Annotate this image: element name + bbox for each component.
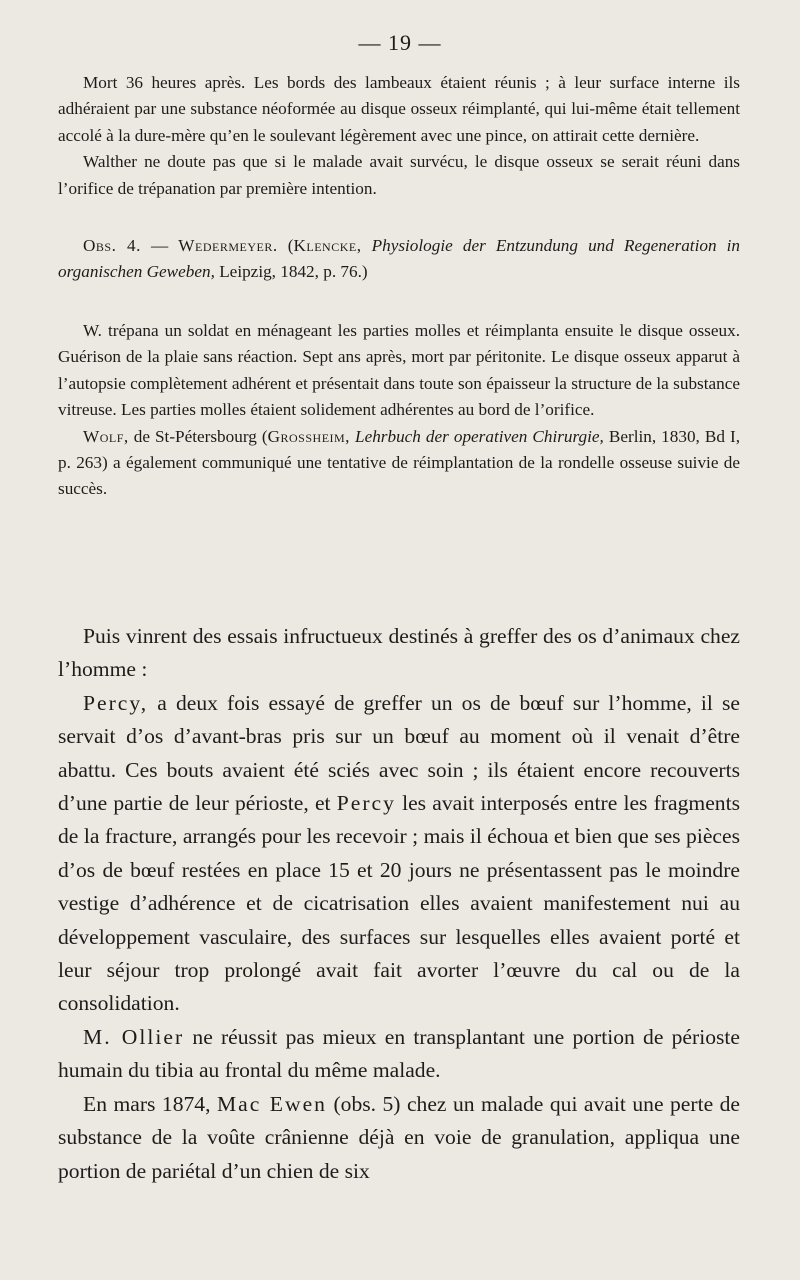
- obs-ref-author: Klencke,: [293, 236, 362, 255]
- wolf-name: Wolf,: [83, 426, 129, 446]
- wolf-title: Lehrbuch der operativen Chirurgie,: [355, 426, 604, 446]
- ollier-text: ne réussit pas mieux en transplantant une portion de périoste humain du tibia au frontal du même malade.: [58, 1024, 740, 1083]
- obs-dash: —: [140, 236, 179, 255]
- wolf-text1: de St-Pétersbourg (: [128, 426, 268, 446]
- paragraph-macewen: [58, 1088, 740, 1188]
- obs-title: Physiologie der Entzundung und Regeneration in organischen Geweben,: [58, 236, 741, 282]
- observation-block: [58, 233, 740, 286]
- paragraph-autopsy: Mort 36 heures après. Les bords des lambeaux étaient réunis ; à leur surface interne ils adhéraient par une substance néoformée au disque osseux réimplanté, qui lui-même était tellement accolé à la dure-mère qu’en le soulevant légèrement avec une pince, on attirait cette dernière.: [58, 73, 740, 145]
- macewen-text1: En mars 1874,: [83, 1091, 217, 1116]
- paragraph-ollier: [58, 1021, 740, 1088]
- percy-name: Percy,: [83, 690, 149, 715]
- wolf-text2: Berlin, 1830, Bd I, p. 263) a également communiqué une tentative de réimplantation de la rondelle osseuse suivie de succès.: [58, 426, 740, 499]
- observation-text-block: [58, 318, 740, 503]
- paragraph-puis: Puis vinrent des essais infructueux destinés à greffer des os d’animaux chez l’homme :: [58, 624, 740, 682]
- obs-open: (: [277, 236, 294, 255]
- wolf-ref-author: Grossheim,: [267, 426, 350, 446]
- observation-heading: [58, 233, 740, 286]
- obs-details: Leipzig, 1842, p. 76.): [214, 262, 368, 282]
- ollier-name: M. Ollier: [83, 1024, 185, 1049]
- macewen-text2: (obs. 5) chez un malade qui avait une perte de substance de la voûte crânienne déjà en voie de granulation, appliqua une portion de pariétal d’un chien de six: [58, 1091, 741, 1183]
- percy-name-2: Percy: [336, 791, 396, 816]
- page-number: — 19 —: [358, 30, 442, 55]
- small-text-block: [58, 70, 740, 202]
- large-text-block: [58, 620, 740, 1188]
- macewen-name: Mac Ewen: [216, 1091, 327, 1116]
- obs-author: Wedermeyer.: [178, 236, 278, 255]
- percy-text1: a deux fois essayé de greffer un os de bœuf sur l’homme, il se servait d’os d’avant-bras pris sur un bœuf au moment où il venait d’être abattu. Ces bouts avaient été sciés avec soin ; ils étaient encore recouverts d’une partie de leur périoste, et: [58, 690, 740, 816]
- paragraph-walther: Walther ne doute pas que si le malade avait survécu, le disque osseux se serait réuni dans l’orifice de trépanation par première intention.: [58, 152, 740, 198]
- paragraph-wolf: [58, 424, 740, 503]
- paragraph-trepanation: W. trépana un soldat en ménageant les parties molles et réimplanta ensuite le disque osseux. Guérison de la plaie sans réaction. Sept ans après, mort par péritonite. Le disque osseux apparut à l’autopsie complètement adhérent et présentait dans toute son épaisseur la structure de la substance vitreuse. Les parties molles étaient solidement adhérentes au bord de l’orifice.: [58, 321, 740, 420]
- obs-label: Obs. 4.: [83, 236, 141, 255]
- paragraph-percy: [58, 687, 740, 1021]
- percy-text2: les avait interposés entre les fragments de la fracture, arrangés pour les recevoir ; mais il échoua et bien que ses pièces d’os de bœuf restées en place 15 et 20 jours ne présentassent pas le moindre vestige d’adhérence et de cicatrisation elles avaient manifestement nui au développement vasculaire, des surfaces sur lesquelles elles avaient porté et leur séjour trop prolongé avait fait avorter l’œuvre du cal ou de la consolidation.: [58, 791, 740, 1016]
